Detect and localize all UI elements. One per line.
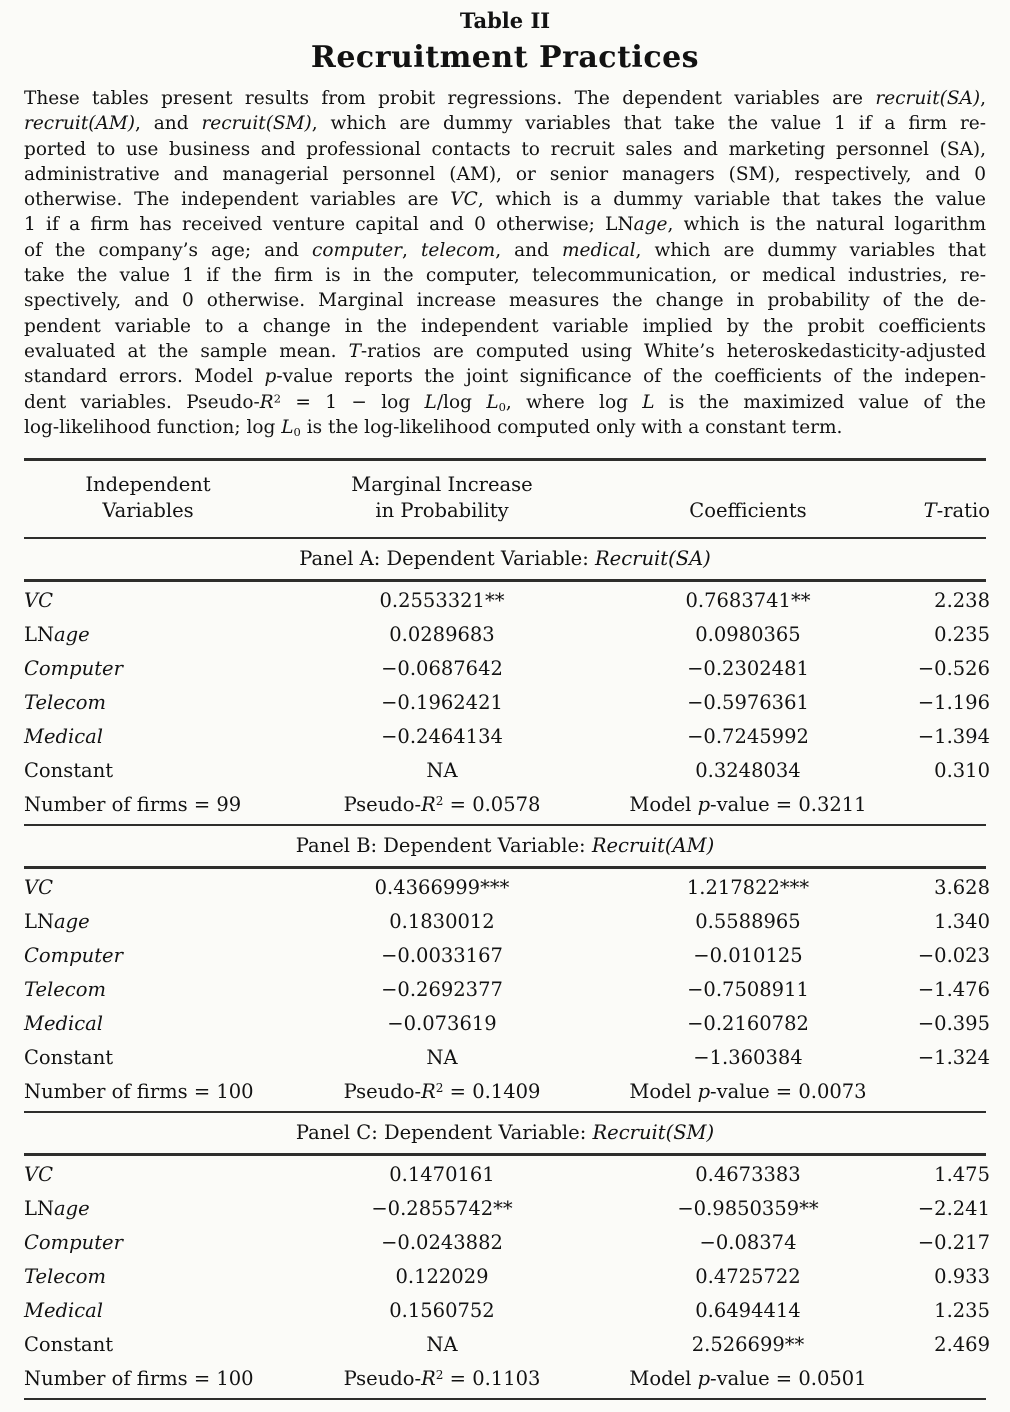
table-row	[24, 1226, 990, 1260]
marginal-value: 0.2553321**	[379, 589, 505, 613]
table-row	[24, 871, 990, 905]
table-row	[24, 939, 990, 973]
table-row	[24, 1041, 990, 1075]
marginal-value: −0.2692377	[381, 978, 503, 1002]
table-row	[24, 584, 990, 618]
row-label: VC	[24, 876, 54, 900]
t-ratio-value: 2.469	[934, 1333, 990, 1357]
description-line: otherwise. The independent variables are VC, which is a dummy variable that takes the value	[24, 189, 986, 211]
row-label: Computer	[24, 657, 123, 681]
description-line: pendent variable to a change in the independent variable implied by the probit coefficients	[24, 315, 986, 337]
panel-b	[24, 869, 990, 1111]
t-ratio-value: 0.235	[934, 623, 990, 647]
description-line: ported to use business and professional contacts to recruit sales and marketing personnel (SA),	[24, 138, 986, 160]
summary-row	[24, 1075, 986, 1109]
summary-row	[24, 1362, 986, 1396]
table-row	[24, 905, 990, 939]
coefficient-value: 2.526699**	[691, 1333, 805, 1357]
t-ratio-value: −1.196	[917, 691, 990, 715]
table-row	[24, 720, 990, 754]
table-row	[24, 754, 990, 788]
row-label: Constant	[24, 1046, 114, 1070]
description-line: These tables present results from probit regressions. The dependent variables are recruit(SA),	[24, 88, 986, 109]
t-ratio-value: −0.023	[917, 944, 990, 968]
table-label: Table II	[459, 8, 551, 33]
description-line: log-likelihood function; $\log L_0$ is the log-likelihood computed only with a constant term.	[24, 416, 843, 439]
summary-row	[24, 788, 986, 822]
marginal-value: −0.2855742**	[371, 1197, 513, 1221]
coefficient-value: −0.010125	[693, 944, 803, 968]
table-row	[24, 1158, 990, 1192]
table-row	[24, 686, 990, 720]
table-description	[24, 86, 986, 440]
t-ratio-value: −2.241	[917, 1197, 990, 1221]
coefficient-value: −0.2302481	[687, 657, 809, 681]
pseudo-r2: Pseudo-$R^2 = 0.1103$	[343, 1367, 541, 1391]
marginal-value: NA	[426, 1333, 458, 1357]
t-ratio-value: 0.310	[934, 759, 990, 783]
paper-title: Recruitment Practices	[310, 40, 700, 75]
t-ratio-value: 1.235	[934, 1299, 990, 1323]
description-line: dent variables. Pseudo-$R^2 = 1 - \log L/\log$ $L_0$, where log L is the maximized value of the	[24, 390, 986, 414]
model-p-value: Model p-value = 0.3211	[629, 793, 867, 817]
row-label: Medical	[24, 725, 104, 749]
t-ratio-value: −1.476	[917, 978, 990, 1002]
t-ratio-value: −0.395	[917, 1012, 990, 1036]
pseudo-r2: Pseudo-$R^2 = 0.0578$	[343, 793, 541, 817]
description-line: administrative and managerial personnel (AM), or senior managers (SM), respectively, and 0	[24, 163, 986, 185]
marginal-value: 0.122029	[395, 1265, 489, 1289]
coefficient-value: 0.6494414	[695, 1299, 801, 1323]
row-label: LNage	[24, 623, 90, 647]
marginal-value: −0.073619	[387, 1012, 497, 1036]
row-label: LNage	[24, 910, 90, 934]
t-ratio-value: 2.238	[934, 589, 990, 613]
col-header-t-ratio: T-ratio	[923, 498, 990, 522]
description-line: of the company’s age; and computer, telecom, and medical, which are dummy variables that	[24, 239, 986, 261]
coefficient-value: 0.3248034	[695, 759, 801, 783]
coefficient-value: −0.7245992	[687, 725, 809, 749]
table-rule	[24, 1398, 986, 1401]
t-ratio-value: −1.394	[917, 725, 990, 749]
table-row	[24, 1294, 990, 1328]
col-header-marginal-increase: Marginal Increase in Probability	[351, 472, 533, 522]
firms-count: Number of firms = 100	[24, 1367, 254, 1391]
row-label: Medical	[24, 1299, 104, 1323]
marginal-value: 0.1470161	[389, 1163, 495, 1187]
coefficient-value: 0.4673383	[695, 1163, 801, 1187]
coefficient-value: −1.360384	[693, 1046, 803, 1070]
row-label: Telecom	[24, 978, 106, 1002]
description-line: take the value 1 if the firm is in the computer, telecommunication, or medical industries, re-	[24, 265, 986, 287]
t-ratio-value: 0.933	[934, 1265, 990, 1289]
coefficient-value: −0.08374	[699, 1231, 797, 1255]
t-ratio-value: −0.217	[917, 1231, 990, 1255]
firms-count: Number of firms = 100	[24, 1080, 254, 1104]
table-header-row	[24, 461, 990, 537]
coefficient-value: −0.7508911	[687, 978, 809, 1002]
panel-a-title: Panel A: Dependent Variable: Recruit(SA)	[299, 547, 711, 571]
table-row	[24, 1192, 990, 1226]
coefficient-value: −0.9850359**	[677, 1197, 819, 1221]
t-ratio-value: −0.526	[917, 657, 990, 681]
panel-c	[24, 1156, 990, 1398]
row-label: VC	[24, 589, 54, 613]
coefficient-value: 0.0980365	[695, 623, 801, 647]
description-line: evaluated at the sample mean. T-ratios are computed using White’s heteroskedasticity-adjusted	[24, 340, 986, 362]
coefficient-value: 0.4725722	[695, 1265, 801, 1289]
description-line: 1 if a firm has received venture capital and 0 otherwise; LNage, which is the natural logarithm	[24, 214, 986, 236]
coefficient-value: 0.5588965	[695, 910, 801, 934]
row-label: Constant	[24, 1333, 114, 1357]
description-line: spectively, and 0 otherwise. Marginal increase measures the change in probability of the de-	[24, 290, 986, 312]
panel-b-title: Panel B: Dependent Variable: Recruit(AM)	[295, 834, 715, 858]
results-table	[24, 458, 990, 1400]
marginal-value: −0.0243882	[381, 1231, 503, 1255]
row-label: Computer	[24, 944, 123, 968]
marginal-value: 0.4366999***	[374, 876, 510, 900]
row-label: Medical	[24, 1012, 104, 1036]
row-label: Telecom	[24, 691, 106, 715]
t-ratio-value: 1.475	[934, 1163, 990, 1187]
marginal-value: NA	[426, 1046, 458, 1070]
row-label: LNage	[24, 1197, 90, 1221]
marginal-value: NA	[426, 759, 458, 783]
t-ratio-value: −1.324	[917, 1046, 990, 1070]
col-header-coefficients: Coefficients	[689, 498, 807, 522]
coefficient-value: 1.217822***	[686, 876, 810, 900]
panel-a	[24, 582, 990, 824]
coefficient-value: 0.7683741**	[685, 589, 811, 613]
table-row	[24, 1007, 990, 1041]
firms-count: Number of firms = 99	[24, 793, 242, 817]
t-ratio-value: 1.340	[934, 910, 990, 934]
marginal-value: −0.1962421	[381, 691, 503, 715]
table-row	[24, 618, 990, 652]
marginal-value: −0.2464134	[381, 725, 503, 749]
row-label: VC	[24, 1163, 54, 1187]
coefficient-value: −0.2160782	[687, 1012, 809, 1036]
model-p-value: Model p-value = 0.0073	[629, 1080, 867, 1104]
coefficient-value: −0.5976361	[687, 691, 809, 715]
row-label: Constant	[24, 759, 114, 783]
marginal-value: −0.0033167	[381, 944, 503, 968]
table-row	[24, 652, 990, 686]
table-row	[24, 1328, 990, 1362]
description-line: recruit(AM), and recruit(SM), which are dummy variables that take the value 1 if a firm re-	[24, 113, 986, 135]
model-p-value: Model p-value = 0.0501	[629, 1367, 867, 1391]
row-label: Computer	[24, 1231, 123, 1255]
table-row	[24, 973, 990, 1007]
pseudo-r2: Pseudo-$R^2 = 0.1409$	[343, 1080, 541, 1104]
marginal-value: 0.1830012	[389, 910, 495, 934]
panel-c-title: Panel C: Dependent Variable: Recruit(SM)	[295, 1121, 715, 1145]
t-ratio-value: 3.628	[934, 876, 990, 900]
marginal-value: −0.0687642	[381, 657, 503, 681]
col-header-independent-variables: Independent Variables	[85, 472, 211, 522]
marginal-value: 0.0289683	[389, 623, 495, 647]
description-line: standard errors. Model p-value reports the joint significance of the coefficients of the indepen-	[24, 366, 986, 388]
table-row	[24, 1260, 990, 1294]
marginal-value: 0.1560752	[389, 1299, 495, 1323]
row-label: Telecom	[24, 1265, 106, 1289]
